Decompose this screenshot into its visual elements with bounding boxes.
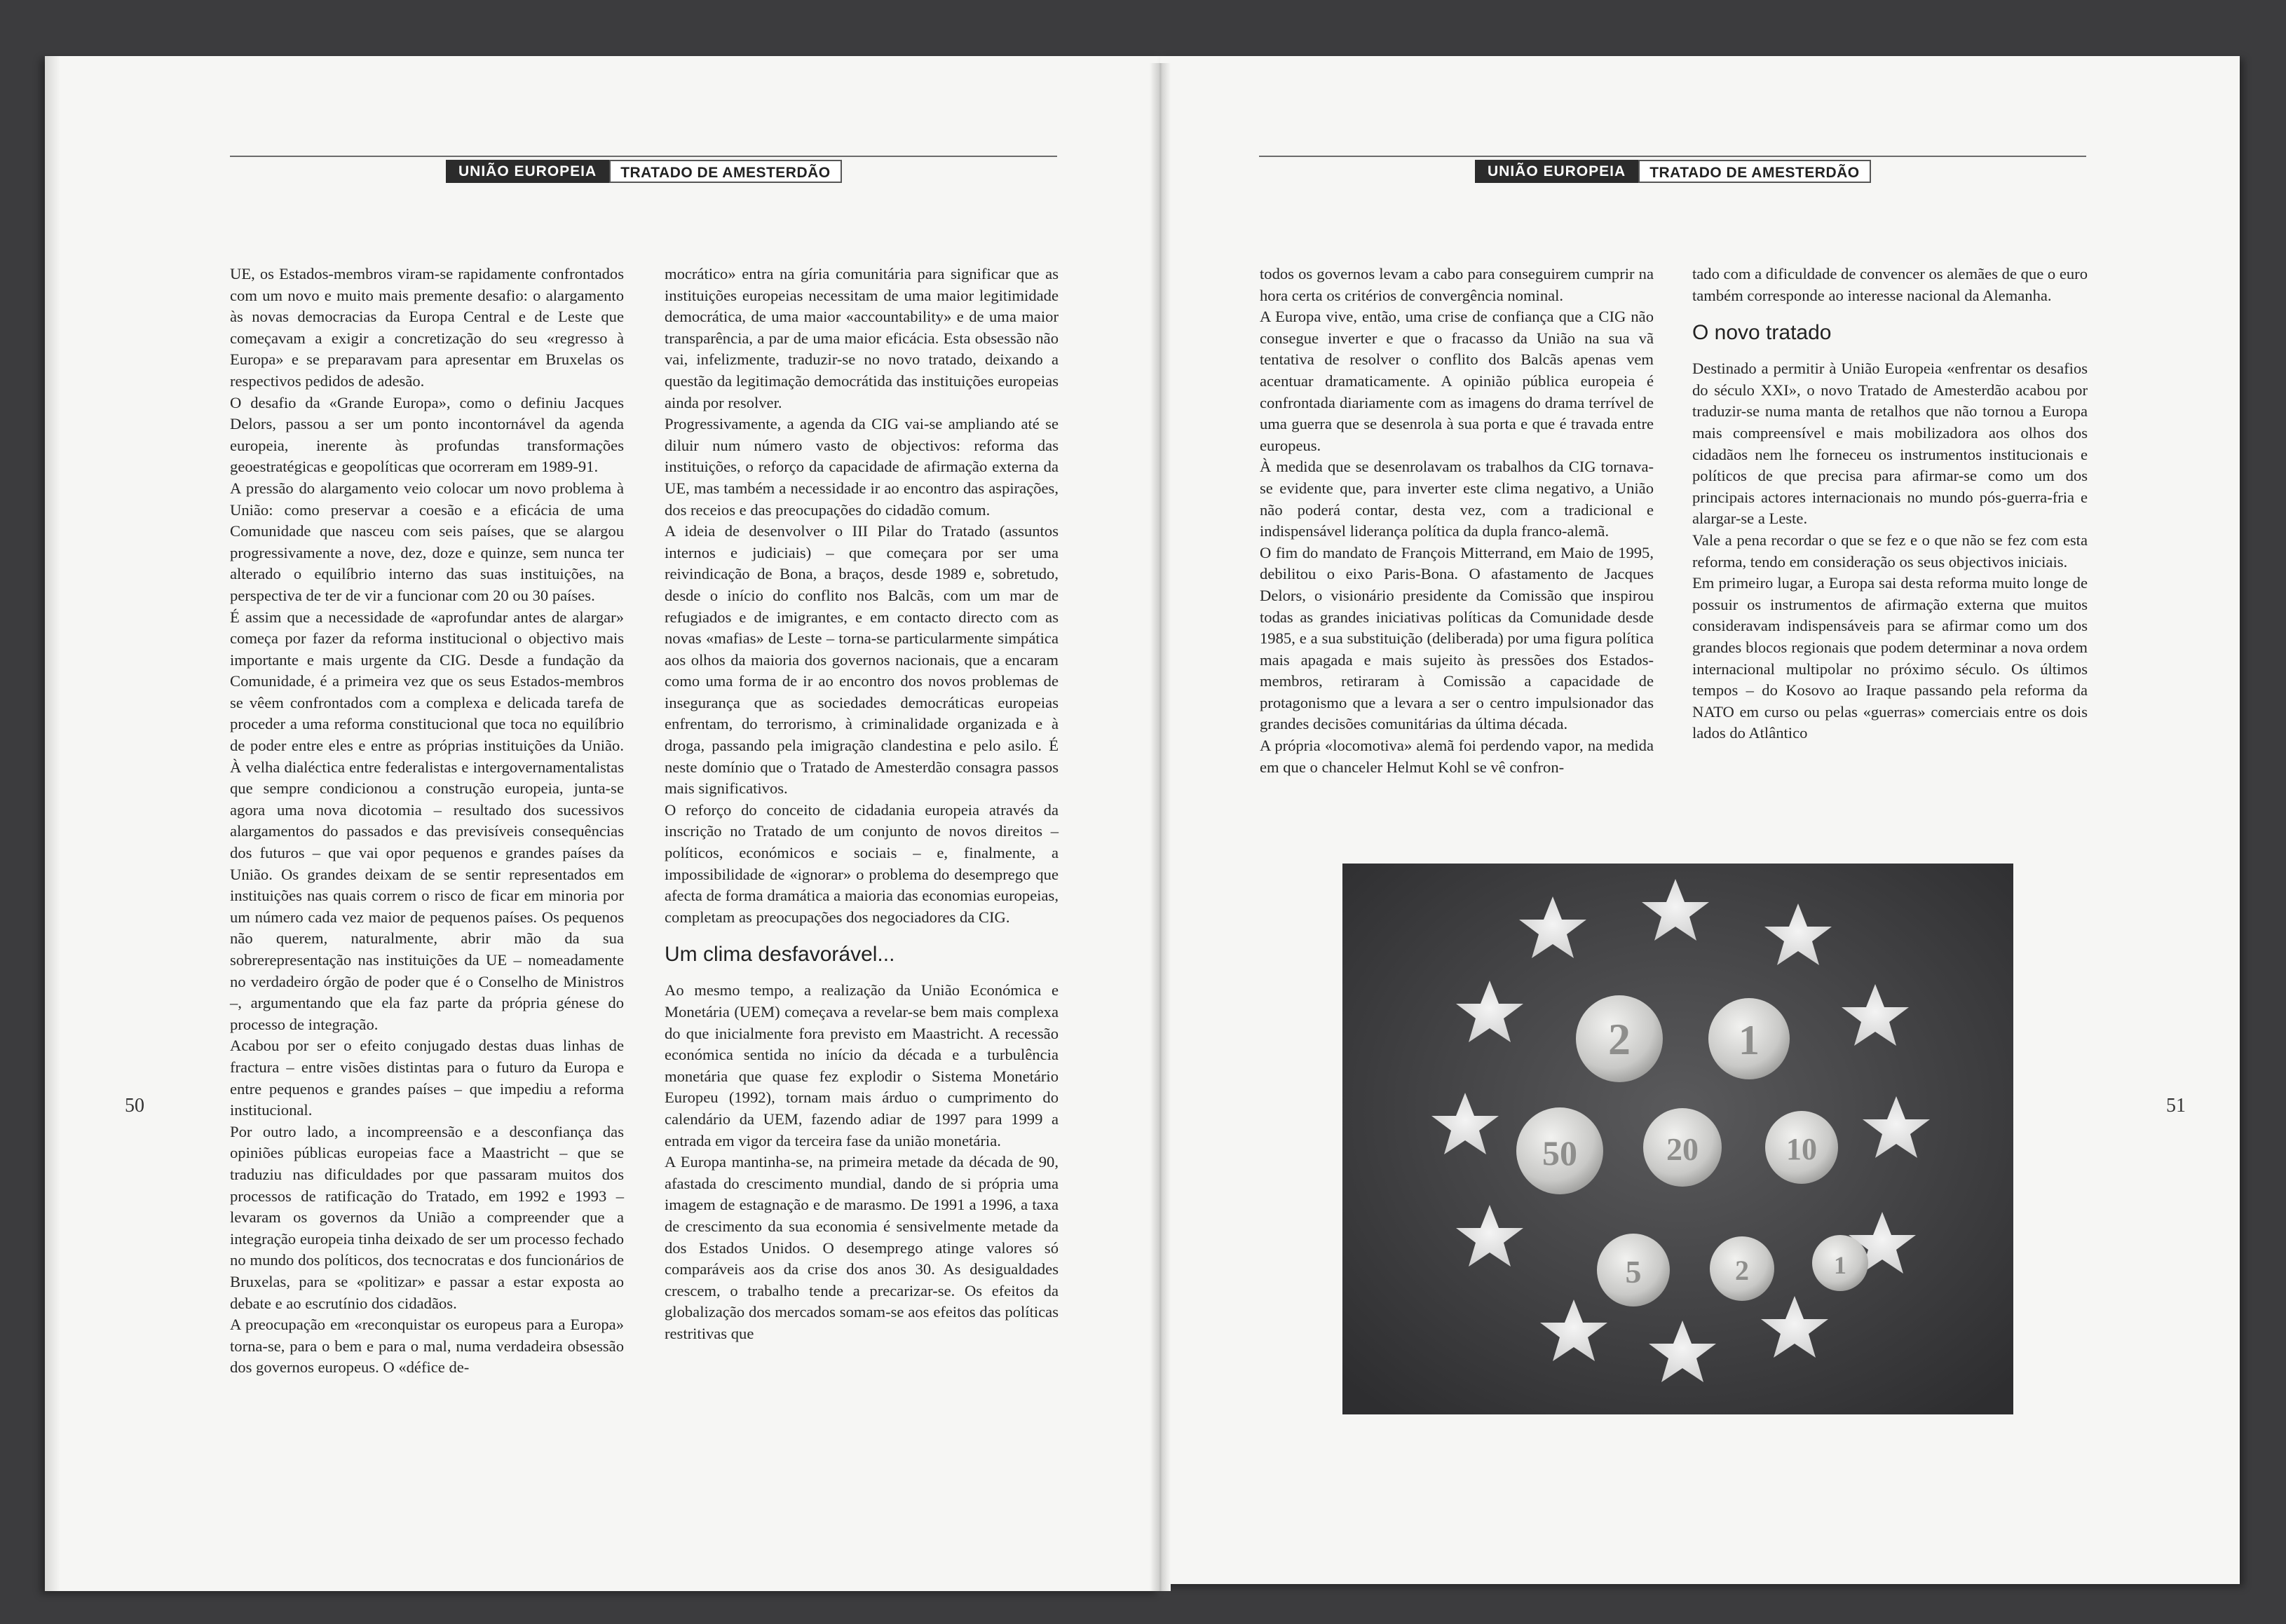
page-number-right: 51: [2166, 1095, 2186, 1117]
svg-text:1: 1: [1739, 1017, 1760, 1063]
svg-text:20: 20: [1666, 1131, 1699, 1167]
svg-text:10: 10: [1786, 1132, 1817, 1166]
paragraph: A ideia de desenvolver o III Pilar do Tratado (assuntos internos e judiciais) – que começara por ser uma reivindicação de Bona, a braços, desde 1989 e, sobretudo, desde o início do conflito nos Balcãs, com um mar de refugiados e de imigrantes, e em contacto directo com as novas «mafias» de Leste – torna-se particularmente simpática aos olhos da maioria dos governos nacionais, que a encaram como uma forma de ir ao encontro dos novos problemas de insegurança que as sociedades democráticas europeias enfrentam, do terrorismo, à criminalidade organizada e à droga, passando pela imigração clandestina e pelo asilo. É neste domínio que o Tratado de Amesterdão consagra passos mais significativos.: [665, 522, 1059, 798]
paragraph: Em primeiro lugar, a Europa sai desta reforma muito longe de possuir os instrumentos de afirmação externa que muitos consideravam indispensáveis para se afirmar como um dos grandes blocos regionais que podem determinar a nova ordem internacional multipolar no próximo século. Os últimos tempos – do Kosovo ao Iraque passando pela reforma da NATO em curso ou pelas «guerras» comerciais entre os dois lados do Atlântico: [1692, 574, 2088, 742]
svg-text:2: 2: [1735, 1255, 1749, 1286]
left-column-2: [665, 264, 1059, 1345]
paragraph: Acabou por ser o efeito conjugado destas duas linhas de fractura – entre visões distintas para o futuro da Europa e entre pequenos e grandes países – que impediu a reforma institucional.: [230, 1037, 624, 1119]
svg-text:50: 50: [1542, 1133, 1577, 1173]
section-heading: Um clima desfavorável...: [665, 943, 895, 967]
section-heading: O novo tratado: [1692, 321, 1832, 345]
right-running-header: [1259, 156, 2086, 181]
paragraph: Por outro lado, a incompreensão e a desconfiança das opiniões públicas europeias face a Maastricht – que se traduziu nas dificuldades por que passaram muitos dos processos de ratificação do Tratado, em 1992 e 1993 – levaram os governos da União a compreender que a integração europeia tinha deixado de ser um processo fechado no mundo dos políticos, dos tecnocratas e dos funcionários de Bruxelas, para se «politizar» e passar a estar exposta ao debate e ao escrutínio dos cidadãos.: [230, 1122, 624, 1312]
paragraph: A Europa mantinha-se, na primeira metade da década de 90, afastada do crescimento mundial, dando de si própria uma imagem de estagnação e de marasmo. De 1991 a 1996, a taxa de crescimento da sua economia é sensivelmente metade da dos Estados Unidos. O desemprego atinge valores só comparáveis aos da crise dos anos 30. As desigualdades crescem, o trabalho tende a precarizar-se. Os efeitos da globalização dos mercados somam-se aos efeitos das políticas restritivas que: [665, 1153, 1059, 1342]
header-section: UNIÃO EUROPEIA: [1475, 160, 1638, 183]
book-spine: [1150, 63, 1171, 1591]
left-running-header: [230, 156, 1057, 181]
paragraph: A pressão do alargamento veio colocar um novo problema à União: como preservar a coesão e a eficácia de uma Comunidade que nasceu com seis países, que se alargou progressivamente a nove, dez, doze e quinze, sem nunca ter alterado o equilíbrio interno das suas instituições, na perspectiva de ter de vir a funcionar com 20 ou 30 países.: [230, 479, 624, 604]
header-subsection: TRATADO DE AMESTERDÃO: [609, 160, 841, 183]
paragraph: todos os governos levam a cabo para conseguirem cumprir na hora certa os critérios de convergência nominal.: [1260, 265, 1654, 304]
coin-value: 2: [1608, 1014, 1631, 1064]
paragraph: UE, os Estados-membros viram-se rapidamente confrontados com um novo e muito mais premente desafio: o alargamento às novas democracias da Europa Central e de Leste que começavam a exigir a concretização do seu «regresso à Europa» e se preparavam para apresentar em Bruxelas os respectivos pedidos de adesão.: [230, 265, 624, 390]
svg-text:1: 1: [1834, 1251, 1846, 1279]
header-section: UNIÃO EUROPEIA: [446, 160, 609, 183]
right-column-1: [1260, 264, 1654, 778]
paragraph: Vale a pena recordar o que se fez e o que não se fez com esta reforma, tendo em consideração os seus objectivos iniciais.: [1692, 531, 2088, 571]
paragraph: mocrático» entra na gíria comunitária para significar que as instituições europeias necessitam de uma maior legitimidade democrática, de uma maior «accountability» e de uma maior transparência, a par de uma maior eficácia. Esta obsessão não vai, infelizmente, traduzir-se no novo tratado, deixando a questão da legitimação democrátida das instituições europeias ainda por resolver.: [665, 265, 1059, 411]
paragraph: A Europa vive, então, uma crise de confiança que a CIG não consegue inverter e que o fracasso da União na sua vã tentativa de resolver o conflito dos Balcãs apenas vem acentuar dramaticamente. A opinião pública europeia é confrontada diariamente com as imagens do drama terrível de uma guerra que se desenrola à sua porta e que é travada entre europeus.: [1260, 308, 1654, 454]
paragraph: tado com a dificuldade de convencer os alemães de que o euro também corresponde ao interesse nacional da Alemanha.: [1692, 265, 2088, 304]
paragraph: A preocupação em «reconquistar os europeus para a Europa» torna-se, para o bem e para o mal, numa verdadeira obsessão dos governos europeus. O «défice de-: [230, 1316, 624, 1377]
paragraph: O fim do mandato de François Mitterrand, em Maio de 1995, debilitou o eixo Paris-Bona. O afastamento de Jacques Delors, o visionário presidente da Comissão que inspirou todas as grandes iniciativas políticas da Comunidade desde 1985, e a sua substituição (deliberada) por uma figura política mais apagada e mais sujeito às pressões dos Estados-membros, retiraram à Comissão a capacidade de protagonismo que a levara a ser o centro impulsionador das grandes decisões comunitárias da última década.: [1260, 543, 1654, 733]
paragraph: A própria «locomotiva» alemã foi perdendo vapor, na medida em que o chanceler Helmut Kohl se vê confron-: [1260, 737, 1654, 776]
header-subsection: TRATADO DE AMESTERDÃO: [1638, 160, 1870, 183]
svg-text:5: 5: [1625, 1254, 1642, 1290]
paragraph: À medida que se desenrolavam os trabalhos da CIG tornava-se evidente que, para inverter este clima negativo, a União não poderá contar, desta vez, com a tradicional e indispensável liderança política da dupla franco-alemã.: [1260, 458, 1654, 540]
paragraph: Destinado a permitir à União Europeia «enfrentar os desafios do século XXI», o novo Tratado de Amesterdão acabou por traduzir-se numa manta de retalhos que não tornou a Europa mais compreensível e mais mobilizadora aos olhos dos cidadãos nem lhe forneceu os instrumentos institucionais e políticos de que precisa para afirmar-se como um dos principais actores internacionais no mundo pós-guerra-fria e alargar-se a Leste.: [1692, 360, 2088, 528]
paragraph: Progressivamente, a agenda da CIG vai-se ampliando até se diluir num número vasto de objectivos: reforma das instituições, o reforço da capacidade de afirmação externa da UE, mas também a necessidade ir ao encontro das aspirações, dos receios e das preocupações do cidadão comum.: [665, 415, 1059, 519]
left-column-1: [230, 264, 624, 1379]
page-number-left: 50: [125, 1095, 144, 1117]
euro-coins-illustration: [1342, 864, 2013, 1414]
paragraph: O reforço do conceito de cidadania europeia através da inscrição no Tratado de um conjunto de novos direitos – políticos, económicos e sociais – e, finalmente, a impossibilidade de «ignorar» o problema do desemprego que afecta de forma dramática a maioria das economias europeias, completam as preocupações dos negociadores da CIG.: [665, 800, 1059, 926]
euro-coins-photo: [1342, 864, 2013, 1414]
paragraph: O desafio da «Grande Europa», como o definiu Jacques Delors, passou a ser um ponto incontornável da agenda europeia, inerente às profundas transformações geoestratégicas e geopolíticas que ocorreram em 1989-91.: [230, 393, 624, 476]
paragraph: Ao mesmo tempo, a realização da União Económica e Monetária (UEM) começava a revelar-se bem mais complexa do que inicialmente fora previsto em Maastricht. A recessão económica sentida no início da década e a turbulência monetária que quase fez explodir o Sistema Monetário Europeu (1992), tornam mais árduo o cumprimento do calendário da UEM, fazendo adiar de 1997 para 1999 a entrada em vigor da terceira fase da união monetária.: [665, 981, 1059, 1149]
right-column-2: [1692, 264, 2088, 744]
paragraph: É assim que a necessidade de «aprofundar antes de alargar» começa por fazer da reforma institucional o objectivo mais importante e mais urgente da CIG. Desde a fundação da Comunidade, é a primeira vez que os seus Estados-membros se vêem confrontados com a complexa e delicada tarefa de proceder a uma reforma constitucional que toca no equilíbrio de poder entre eles e entre as próprias instituições da União. À velha dialéctica entre federalistas e intergovernamentalistas que sempre condicionou a construção europeia, junta-se agora uma nova dicotomia – resultado dos sucessivos alargamentos do passados e das previsíveis consequências dos futuros – que vai opor pequenos e grandes países da União. Os grandes deixam de se sentir representados em instituições nas quais correm o risco de ficar em minoria por um número cada vez maior de pequenos países. Os pequenos não querem, naturalmente, abrir mão da sua sobrerepresentação nas instituições da UE – nomeadamente no verdadeiro órgão de poder que é o Conselho de Ministros –, argumentando que ela faz parte da própria génese do processo de integração.: [230, 608, 624, 1033]
